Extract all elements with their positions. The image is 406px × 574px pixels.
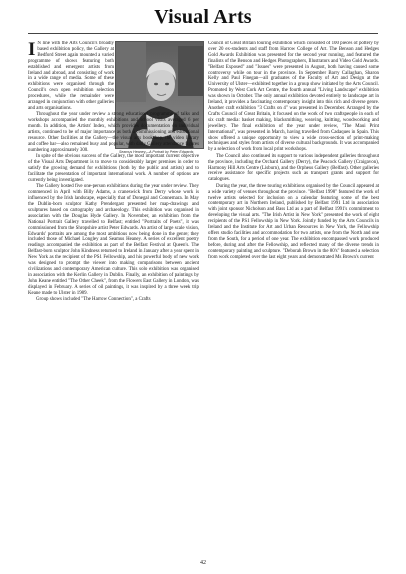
right-column (208, 41, 379, 551)
paragraph: Group shows included "The Harrow Connection", a Crafts (36, 296, 151, 302)
paragraph: The Gallery hosted five one-person exhibitions during the year under review. They commenced in April with Billy Adams, a craneswick from Derry whose work is influenced by the Irish landscape, especially that of Donegal and Connemara. In May the Dublin-born sculptor Kathy Prendergast presented her map-drawings and sculptures based on cartography and archaeology. This exhibition was organised in association with the Douglas Hyde Gallery. In November, an exhibition from the National Portrait Gallery travelled to Belfast; entitled "Portraits of Poets", it was commissioned from the Shropshire artist Peter Edwards. An artist of large scale vision, Edwards' portraits are among the most ambitious now being done in the genre; they included those of Michael Longley and Seamus Heaney. A series of excellent poetry readings accompanied the exhibition as part of the Belfast Festival at Queen's. The Belfast-born sculptor John Kindness returned to Ireland in January after a year spent in New York as the recipient of the PS1 Fellowship, and his powerful body of new work was designed to prompt the viewer into making comparisons between ancient civilizations and contemporary American culture. This solo exhibition was organised in association with the Kerlin Gallery in Dublin. Finally, an exhibition of paintings by John Keane entitled "The Other Cheek", from the Flowers East Gallery in London, was displayed in February. A series of oil paintings, it was inspired by a three week trip Keane made to Ulster in 1989. (28, 184, 199, 296)
left-column-wrapped-top (28, 41, 114, 112)
paragraph: Council of Great Britain touring exhibition which consisted of 100 pieces of pottery by over 20 ex-students and staff from Harrow College of Art. The Benson and Hedges Gold Awards Exhibition was presented for the second year running, and featured the finalists of the Benson and Hedges Photographers, Illustrators and Video Gold Awards. "Belfast Exposed" and "Issues" were presented in August, both having caused some controversy while on tour in the province. In September Barry Callaghan, Sharon Kelly and Paul Finegan—all graduates of the Faculty of Art and Design at the University of Ulster—exhibited together in a group show initiated by the Arts Council. Promoted by West Cork Art Centre, the fourth annual "Living Landscape" exhibition was shown in October. The only annual exhibition devoted entirely to landscape art in Ireland, it provides a fascinating contemporary insight into this rich and diverse genre. Another craft exhibition "3 Crafts on 4" was presented in December. Arranged by the Crafts Council of Great Britain, it focused on the work of two craftspeople in each of six craft media: basket making, blacksmithing, weaving, knitting, woodworking and jewellery. The final exhibition of the year under review, "The Maui Print International", was presented in March, having travelled from Cadaques in Spain. This show offered a unique opportunity to view a wide cross-section of print-making techniques and styles from artists of diverse cultural backgrounds. It was accompanied by a selection of work from local print workshops. (208, 41, 379, 153)
drop-cap: I (28, 41, 36, 60)
paragraph: During the year, the three touring exhibitions organised by the Council appeared at a wide variety of venues throughout the province. "Belfast 1998" featured the work of twelve artists selected for inclusion on a calendar featuring some of the best contemporary art in Northern Ireland, published by Belfast 1991 Ltd in association with joint sponsor Nicholson and Bass Ltd as a part of Belfast 1991's commitment to developing the visual arts. "The Irish Artist in New York" presented the work of eight recipients of the PS1 Fellowship in New York. Jointly funded by the Arts Councils in Ireland and the Institute for Art and Urban Resources in New York, the Fellowship offers studio facilities and accommodation for two artists, one from the North and one from the South, for a period of one year. The exhibition encompassed work produced before, during and after the Fellowship, and reflected many of the diverse trends in contemporary painting and sculpture. "Deborah Brown in the 80's" featured a selection from work completed over the last eight years and demonstrated Ms Brown's current (208, 183, 379, 260)
photo-caption: Seamus Heaney—A Portrait by Peter Edwards (119, 150, 194, 154)
paragraph: The Council also continued its support to various independent galleries throughout the province, including the Orchard Gallery (Derry), the Peacock Gallery (Craigavon), Harmony Hill Arts Centre (Lisburn), and the Orpheus Gallery (Belfast). Other galleries receive assistance for specific projects such as transport grants and support for catalogues. (208, 153, 379, 183)
paragraph: In spite of the obvious success of the Gallery, the most important current objective of the Visual Arts Department is to move to considerably larger premises in order to satisfy the growing demand for exhibitions (both by the public and artists) and to facilitate the presentation of important international work. A number of options are currently being investigated. (28, 154, 199, 183)
intro-paragraph (28, 41, 114, 112)
page-number: 42 (200, 560, 206, 566)
page-title: Visual Arts (154, 6, 252, 28)
left-column (28, 41, 199, 551)
intro-paragraph-text: N line with the Arts Council's broadly based exhibition policy, the Gallery at Bedford Street again mounted a varied programme of shows featuring both established and emergent artists from Ireland and abroad, and consisting of work in a wide range of media. Some of these exhibitions were organised through the Council's own open exhibition selection procedures, while the remainder were arranged in conjunction with other galleries and arts organisations. (28, 41, 114, 111)
paragraph: Throughout the year under review a strong educational programme of talks and workshops accompanied the monthly exhibitions and school visits averaged 6 per month. In addition, the Artists' Index, which provides documentation on individual artists, continued to be of major importance as both a commissioning and educational resource. Other facilities at the Gallery—the visual arts bookshop, the video library and coffee bar—also remained busy and popular, with daily Gallery attendance figures numbering approximately 300. (28, 112, 199, 153)
title-rule (28, 33, 378, 34)
